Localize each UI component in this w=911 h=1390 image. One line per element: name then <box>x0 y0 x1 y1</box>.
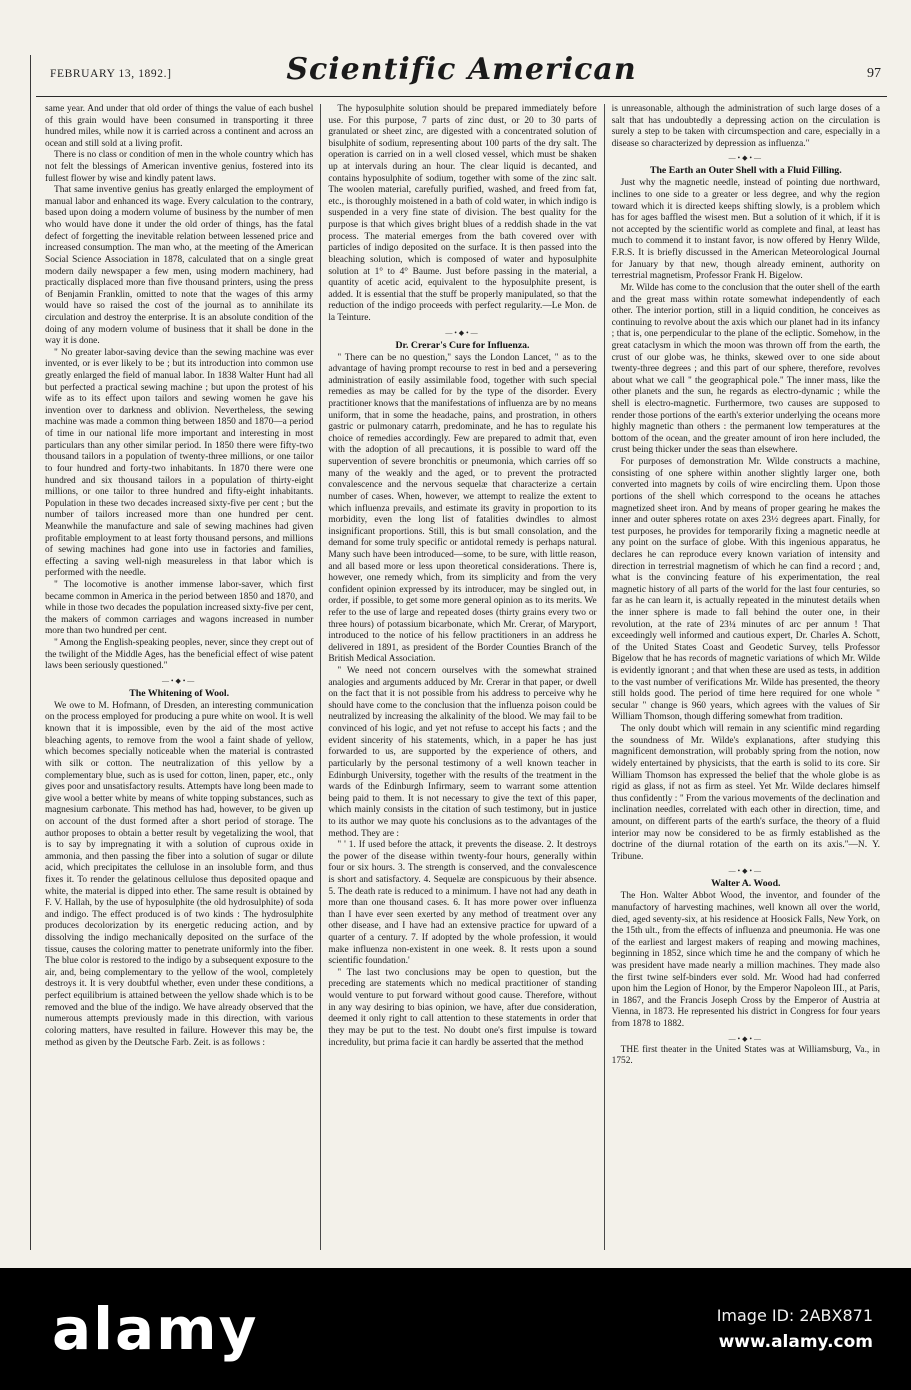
paragraph: The only doubt which will remain in any scientific mind regarding the soundness of Mr. Wilde's explanations, after studying this magnificent demonstration, will probably spring from the notion, now widely entertained by physicists, that the earth is solid to its core. Sir William Thomson has expressed the belief that the whole globe is as rigid as glass, if not as firm as steel. Yet Mr. Wilde declares himself thus confidently : " From the various movements of the declination and inclination needles, correlated with each other in direction, time, and amount, on different parts of the earth's surface, the theory of a fluid interior may now be considered to be as firmly established as the doctrine of the diurnal rotation of the earth on its axis."—N. Y. Tribune. <box>611 724 880 862</box>
section-ornament: —•◆•— <box>728 154 763 163</box>
paragraph: For purposes of demonstration Mr. Wilde constructs a machine, consisting of one sphere within another slightly larger one, both converted into magnets by coils of wire encircling them. Upon those portions of the shell which correspond to the oceans he attaches magnetized sheet iron. And by means of proper gearing he makes the inner and outer spheres rotate on axes 23½ degrees apart. Finally, for test purposes, he provides for temporarily fixing a magnetic needle at any point on the surface of globe. With this ingenious apparatus, he declares he can reproduce every known variation of intensity and direction in terrestrial magnetism of which he can find a record ; and, what is the convincing feature of his experimentation, the real magnetic history of all parts of the world for the last four centuries, so far as he can learn it, is actually repeated in the minutest details when the inner sphere is made to fall behind the outer one, in their revolution, at the rate of 23¼ minutes of arc per annum ! That exceedingly well informed and cautious expert, Dr. Charles A. Schott, of the United States Coast and Geodetic Survey, tells Professor Bigelow that he has records of magnetic variations of which Mr. Wilde is evidently ignorant ; and that when these are used as tests, in addition to the vast number of verifications Mr. Wilde has presented, the theory still holds good. The period of time here required for one whole " secular " change is 960 years, which agrees with the values of Sir William Thomson, though differing somewhat from tradition. <box>611 457 880 723</box>
paragraph: " Among the English-speaking peoples, never, since they crept out of the twilight of the Middle Ages, has the beneficial effect of wise patent laws been seriously questioned." <box>45 638 314 672</box>
paragraph: The hyposulphite solution should be prepared immediately before use. For this purpose, 7 parts of zinc dust, or 20 to 30 parts of granulated or sheet zinc, are digested with a concentrated solution of bisulphite of sodium, representing about 100 parts of the dry salt. The operation is carried on in a well closed vessel, which must be shaken up at intervals during an hour. The clear liquid is decanted, and contains hyposulphite of sodium, together with some of the zinc salt. The woolen material, carefully purified, washed, and freed from fat, etc., is thoroughly moistened in a bath of cold water, in which indigo is suspended in a very fine state of division. The best quality for the purpose is that which gives bright blues of a reddish shade in the vat process. The material emerges from the bath covered over with particles of indigo deposited on the surface. It is then passed into the bleaching solution, which is composed of water and hyposulphite solution at 1° to 4° Baume. Just before passing in the material, a quantity of acetic acid, equivalent to the hyposulphite present, is added. It is essential that the stuff be properly manipulated, so that the reduction of the indigo proceeds with perfect regularity.—Le Mon. de la Teinture. <box>328 104 597 323</box>
page-left-rule <box>30 55 31 1250</box>
paragraph: " There can be no question," says the London Lancet, " as to the advantage of having prompt recourse to rest in bed and a persevering administration of easily assimilable food, together with such special remedies as may be called for by the type of the disorder. Every practitioner knows that the manifestations of influenza are by no means uniform, that in some the headache, pains, and prostration, in others gastric or pulmonary catarrh, predominate, and he has to regulate his choice of remedies accordingly. Few are prepared to admit that, even with the adoption of all precautions, it is possible to ward off the supervention of severe bronchitis or pneumonia, which carries off so many of the weakly and the aged, or to prevent the protracted convalescence and the nervous sequelæ that characterize a certain number of cases. When, however, we attempt to realize the extent to which influenza prevails, and estimate its gravity in proportion to its morbidity, even the long list of fatalities dwindles to almost insignificant proportions. Still, this is but small consolation, and the demand for some truly specific or antidotal remedy is perhaps natural. Many such have been introduced—some, to be sure, with little reason, and all based more or less upon theoretical considerations. There is, however, one remedy which, from its simplicity and from the very confident opinion expressed by its introducer, may be singled out, in order, if possible, to get some more general opinion as to its merits. We refer to the use of large and repeated doses (thirty grains every two or three hours) of potassium bicarbonate, which Mr. Crerar, of Maryport, introduced to the notice of his fellow practitioners in an address he delivered in 1891, as president of the Border Counties Branch of the British Medical Association. <box>328 352 597 665</box>
paragraph: " We need not concern ourselves with the somewhat strained analogies and arguments adduced by Mr. Crerar in that paper, or dwell on the fact that it is not possible from his address to perceive why he should have come to the conclusion that the influenza poison could be neutralized by increasing the alkalinity of the blood. We may fail to be convinced of his logic, and yet not refuse to accept his facts ; and the evident sincerity of his statements, which, in a paper he has just forwarded to us, are supported by the experience of others, and particularly by the personal testimony of a well known teacher in Edinburgh University, together with the results of the treatment in the wards of the Edinburgh Infirmary, seem to warrant some attention being paid to them. It is not necessary to give the text of this paper, which mainly consists in the citation of such testimony, but in justice to its author we may quote his conclusions as to the advantages of the method. They are : <box>328 666 597 839</box>
paragraph: Mr. Wilde has come to the conclusion that the outer shell of the earth and the great mass within rotate somewhat independently of each other. The interior portion, still in a liquid condition, he conceives as continuing to revolve about the axis which our planet had in its infancy ; that is, one perpendicular to the plane of the ecliptic. Somehow, in the great cataclysm in which the moon was thrown off from the earth, the crust of our globe was, he thinks, skewed over to one side about twenty-three degrees ; and this part of our sphere, therefore, revolves about what we call " the geographical pole." The inner mass, like the other planets and the sun, he regards as electro-dynamic ; while the shell is electro-magnetic. Furthermore, two causes are supposed to render those portions of the earth's exterior underlying the oceans more highly magnetic than others : the permanent low temperatures at the bottom of the ocean, and the greater amount of iron here included, the crust being thicker under the seas than elsewhere. <box>611 282 880 456</box>
column-3 <box>605 104 887 1250</box>
article-heading: Walter A. Wood. <box>711 878 781 890</box>
paragraph: There is no class or condition of men in the whole country which has not felt the blessings of American inventive genius, fostered into its fullest flower by wise and kindly patent laws. <box>45 150 314 184</box>
section-ornament: —•◆•— <box>728 1034 763 1043</box>
paragraph: That same inventive genius has greatly enlarged the employment of manual labor and enhanced its wage. Every calculation to the contrary, based upon doing a modern volume of business by the number of men who would have done it under the old order of things, has the fatal defect of forgetting the inevitable relation between lessened price and increased consumption. The man who, at the meeting of the American Social Science Association in 1878, calculated that on a single great modern daily newspaper a few men, using modern machinery, had practically displaced more than five thousand printers, using the press of Benjamin Franklin, omitted to note that the wages of this army would have so raised the cost of the journal as to annihilate its circulation and destroy the enterprise. It is an absolute condition of the doing of any modern volume of business that it shall be done in the way it is done. <box>45 185 314 347</box>
article-columns <box>38 104 887 1250</box>
watermark-bar <box>0 1268 911 1390</box>
paragraph: is unreasonable, although the administration of such large doses of a salt that has undoubtedly a depressing action on the circulation is surely a step to be taken with circumspection and care, especially in a disease so characterized by depression as influenza." <box>611 104 880 149</box>
header-rule <box>36 96 887 100</box>
section-ornament: —•◆•— <box>728 867 763 876</box>
paragraph: " No greater labor-saving device than the sewing machine was ever invented, or is ever likely to be ; but its introduction into common use greatly enlarged the field of manual labor. In 1838 Walter Hunt had all but perfected a practical sewing machine ; but upon the protest of his wife as to its effect upon tailors and sewing women he gave his invention over to darkness and oblivion. Nevertheless, the sewing machine was made a common thing between 1850 and 1870—a period of time in our national life more important and interesting in most particulars than any other similar period. In 1850 there were fifty-two thousand tailors in a population of twenty-three millions, or one tailor to four hundred and forty-two inhabitants. In 1870 there were one hundred and six thousand tailors in a population of thirty-eight millions, or one tailor to three hundred and fifty-eight inhabitants. Population in these two decades increased sixty-five per cent ; but the number of tailors increased more than one hundred per cent. Meanwhile the manufacture and sale of sewing machines had given profitable employment to at least forty thousand persons, and millions of sewing machines had gone into use in factories and families, effecting a saving well-nigh measureless in that labor which is performed with the needle. <box>45 347 314 579</box>
paragraph: same year. And under that old order of things the value of each bushel of this grain would have been consumed in transporting it three hundred miles, while now it is carried across a continent and across an ocean and still sold at a living profit. <box>45 104 314 149</box>
website-url: www.alamy.com <box>718 1332 873 1352</box>
section-ornament: —•◆•— <box>445 328 480 337</box>
article-heading: Dr. Crerar's Cure for Influenza. <box>395 339 530 351</box>
section-ornament: —•◆•— <box>162 676 197 685</box>
paragraph: We owe to M. Hofmann, of Dresden, an interesting communication on the process employed for producing a pure white on wool. It is well known that it is impossible, even by the aid of the most active bleaching agents, to remove from the wool a faint shade of yellow, which becomes specially noticeable when the material is contrasted with silk or cotton. The neutralization of this yellow by a complementary blue, such as is used for cotton, linen, paper, etc., only gives poor and unsatisfactory results. Attempts have long been made to give wool a better white by means of white topping substances, such as magnesium carbonate. This method has had, however, to be given up on account of the dust formed after a short period of storage. The author proposes to obtain a better result by vegetalizing the wool, that is to say by impregnating it with a solution of cuprous oxide in ammonia, and then passing the fiber into a solution of sugar or dilute acid, which precipitates the cellulose in an insoluble form, and thus fixes it. To render the gelatinous cellulose thus deposited opaque and white, the material is dipped into ether. The same result is obtained by F. V. Hallah, by the use of hyposulphite (the old hydrosulphite) of soda and indigo. The effect produced is of two kinds : The hydrosulphite produces decolorization by its energetic reducing action, and by dissolving the indigo mechanically deposited on the surface of the tissue, causes the coloring matter to penetrate uniformly into the fiber. The blue color is restored to the indigo by a subsequent exposure to the air, and, being complementary to the yellow of the wool, completely destroys it. It is very doubtful whether, even under these conditions, a perfect equilibrium is attained between the yellow shade which is to be removed and the blue of the indigo. We have already observed that the numerous attempts previously made in this direction, with various coloring matters, have resulted in failure. However this may be, the method as given by the Deutsche Farb. Zeit. is as follows : <box>45 700 314 1048</box>
article-heading: The Earth an Outer Shell with a Fluid Filling. <box>649 165 842 177</box>
paragraph: THE first theater in the United States was at Williamsburg, Va., in 1752. <box>611 1044 880 1067</box>
date-line: FEBRUARY 13, 1892.] <box>50 68 172 80</box>
page-number: 97 <box>867 66 881 81</box>
image-id: Image ID: 2ABX871 <box>716 1306 873 1325</box>
paragraph: " ' 1. If used before the attack, it prevents the disease. 2. It destroys the power of the disease within twenty-four hours, generally within four or six hours. 3. The strength is conserved, and the convalescence is short and satisfactory. 4. Sequelæ are conspicuous by their absence. 5. The death rate is reduced to a minimum. I have not had any death in more than one thousand cases. 6. It has more power over influenza than I have ever seen exerted by any method of treatment over any other disease, and I have had an extensive practice for upward of a quarter of a century. 7. If adopted by the whole profession, it would make influenza non-existent in one week. 8. It rests upon a sound scientific foundation.' <box>328 840 597 967</box>
article-heading: The Whitening of Wool. <box>129 687 230 699</box>
alamy-logo: alamy <box>52 1295 259 1363</box>
paragraph: " The locomotive is another immense labor-saver, which first became common in America in the period between 1850 and 1870, and while in those two decades the population increased sixty-five per cent, the makers of common carriages and wagons increased in number more than two hundred per cent. <box>45 579 314 637</box>
column-2 <box>321 104 603 1250</box>
page-header <box>38 54 885 94</box>
watermark-info <box>717 1306 873 1352</box>
masthead-title: Scientific American <box>286 52 637 87</box>
paragraph: The Hon. Walter Abbot Wood, the inventor, and founder of the manufactory of harvesting machines, well known all over the world, died, aged seventy-six, at his residence at Hoosick Falls, New York, on the 15th ult., from the effects of influenza and pneumonia. He was one of the earliest and largest makers of reaping and mowing machines, beginning in 1852, since which time he and the company of which he was president have made nearly a million machines. They made also the first twine self-binders ever sold. Mr. Wood had had conferred upon him the Legion of Honor, by the Emperor Napoleon III., at Paris, in 1867, and the Francis Joseph Cross by the Emperor of Austria at Vienna, in 1873. He represented his district in Congress for four years from 1878 to 1882. <box>611 891 880 1030</box>
column-1 <box>38 104 320 1250</box>
paragraph: Just why the magnetic needle, instead of pointing due northward, inclines to one side to a greater or less degree, and why the region toward which it is directed keeps shifting slowly, is a problem which has for ages baffled the wisest men. But a solution of it which, if it is not accepted by the scientific world as complete and final, at least has much to commend it to instant favor, is now offered by Henry Wilde, F.R.S. It is briefly discussed in the American Meteorological Journal for January by that new, though already eminent, authority on terrestrial magnetism, Professor Frank H. Bigelow. <box>611 178 880 282</box>
paragraph: " The last two conclusions may be open to question, but the preceding are statements which no medical practitioner of standing would venture to put forward without good cause. Therefore, without in any way desiring to bias opinion, we have, after due consideration, deemed it only right to call attention to these statements in order that they may be put to the test. No doubt one's first impulse is toward incredulity, but prima facie it can hardly be asserted that the method <box>328 967 597 1048</box>
